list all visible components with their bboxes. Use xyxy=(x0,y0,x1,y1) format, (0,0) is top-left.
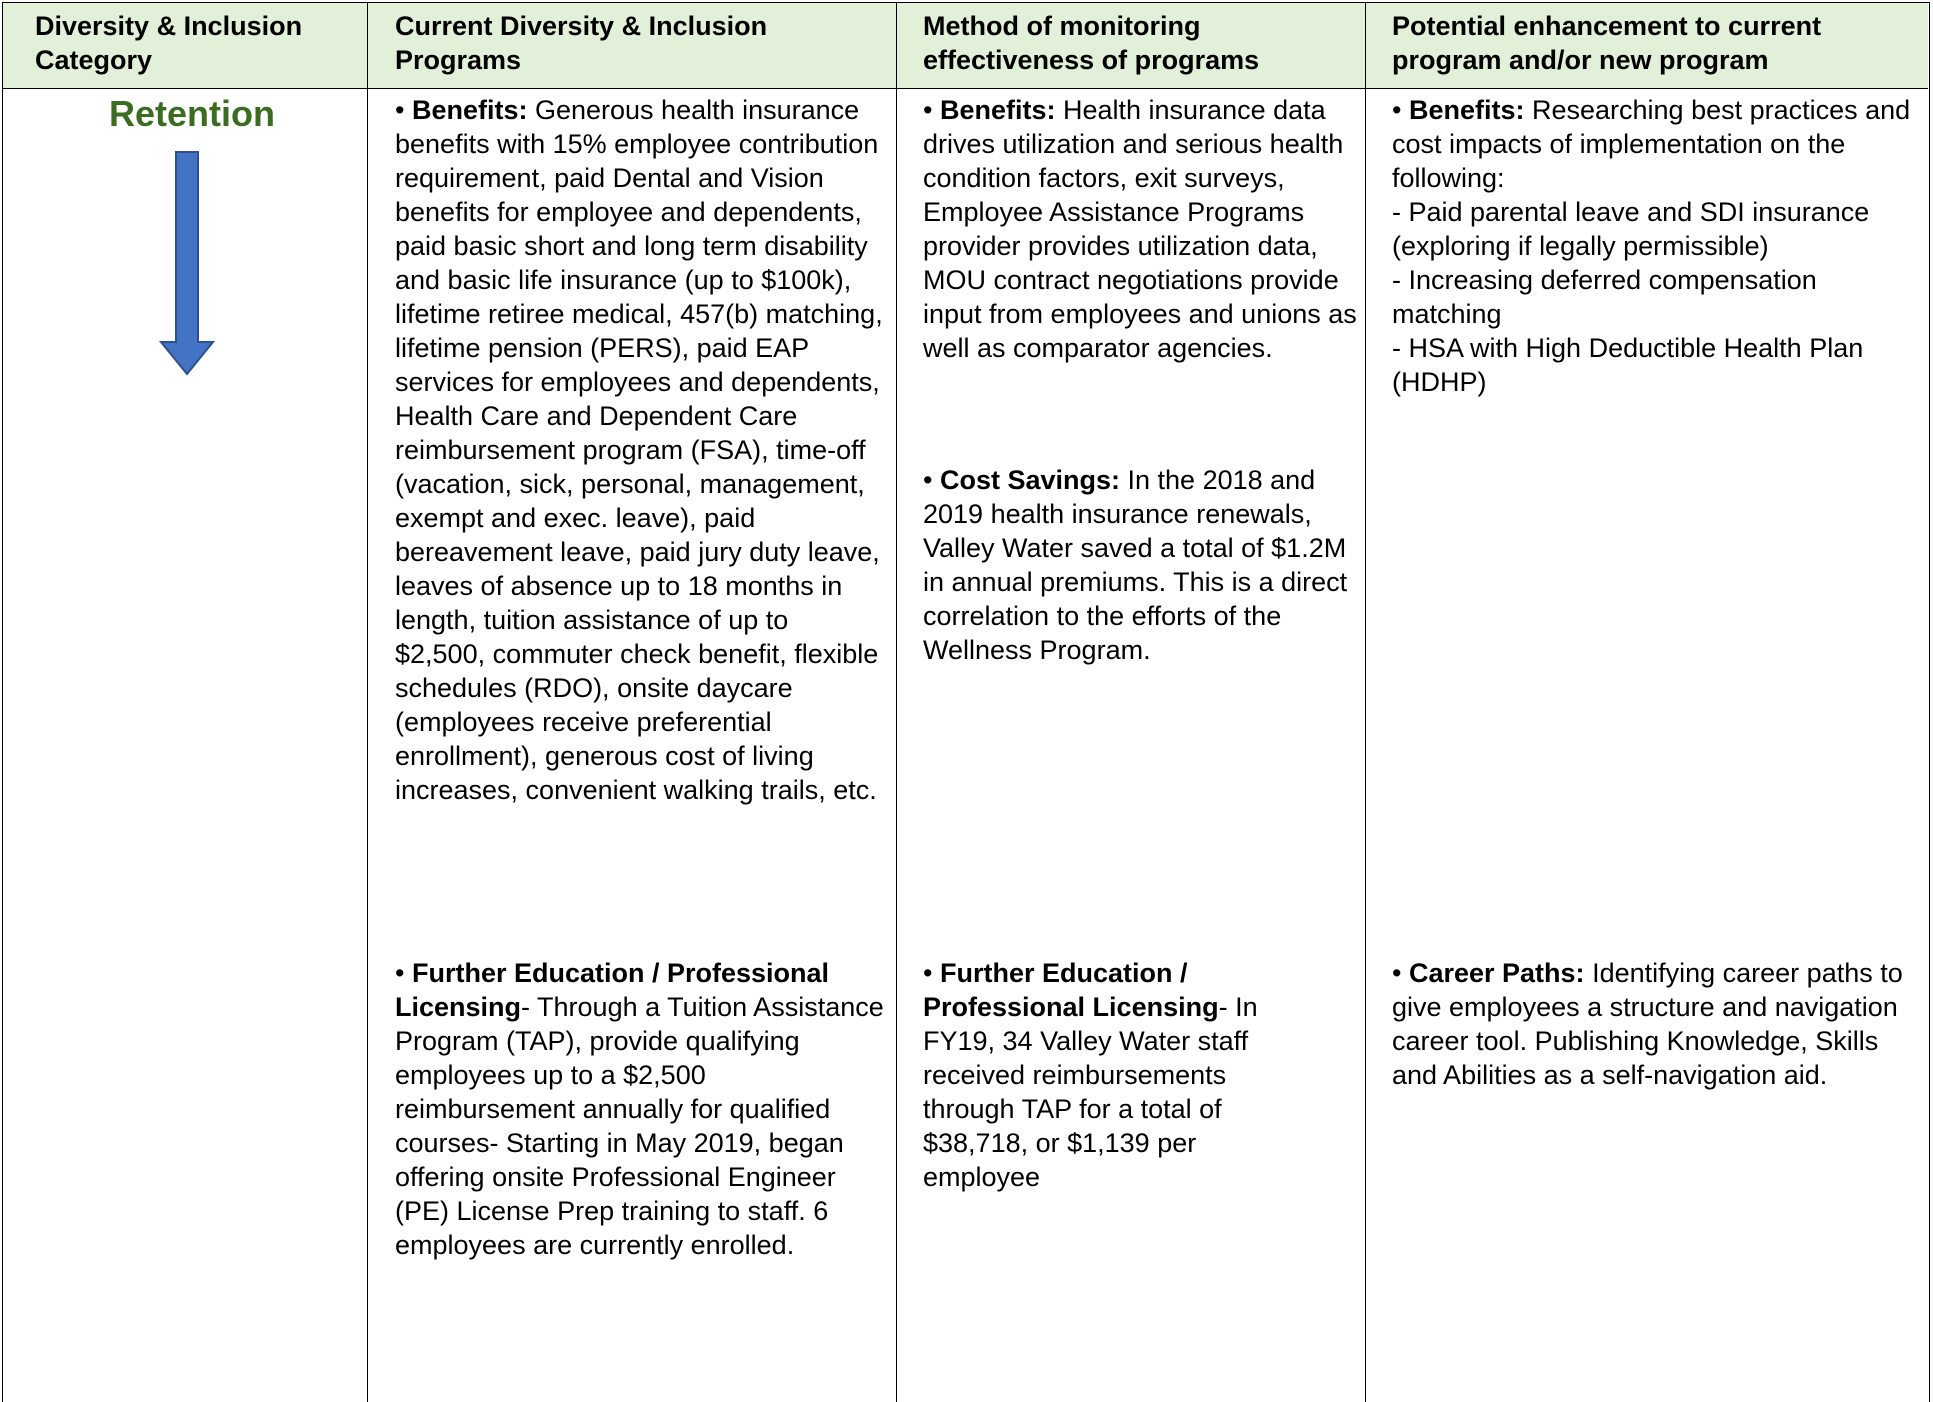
enhancement-text: Identifying career paths to give employees a structure and navigation career tool. Publishing Knowledge, Skills and Abilities as a self-navigation aid. xyxy=(1392,958,1903,1090)
bullet: • xyxy=(1392,958,1402,988)
header-current-programs: Current Diversity & Inclusion Programs xyxy=(395,11,768,75)
monitoring-text: In the 2018 and 2019 health insurance renewals, Valley Water saved a total of $1.2M in annual premiums. This is a direct correlation to the efforts of the Wellness Program. xyxy=(923,465,1348,665)
program-title: Benefits: xyxy=(411,95,528,125)
current-program-benefits xyxy=(395,93,885,807)
monitoring-text: - In FY19, 34 Valley Water staff received reimbursements through TAP for a total of $38,718, or $1,139 per employee xyxy=(923,992,1258,1192)
header-category: Diversity & Inclusion Category xyxy=(35,11,303,75)
bullet: • xyxy=(395,95,405,125)
bullet: • xyxy=(1392,95,1402,125)
column-divider xyxy=(1365,3,1366,1402)
monitoring-title: Cost Savings: xyxy=(939,465,1121,495)
monitoring-title: Further Education / Professional Licensing xyxy=(923,958,1219,1022)
program-title: Further Education / Professional Licensing xyxy=(395,958,830,1022)
program-text: Generous health insurance benefits with 15% employee contribution requirement, paid Dental and Vision benefits for employee and dependents, paid basic short and long term disability and basic life insurance (up to $100k), lifetime retiree medical, 457(b) matching, lifetime pension (PERS), paid EAP services for employees and dependents, Health Care and Dependent Care reimbursement program (FSA), time-off (vacation, sick, personal, management, exempt and exec. leave), paid bereavement leave, paid jury duty leave, leaves of absence up to 18 months in length, tuition assistance of up to $2,500, commuter check benefit, flexible schedules (RDO), onsite daycare (employees receive preferential enrollment), generous cost of living increases, convenient walking trails, etc. xyxy=(395,95,883,805)
monitoring-text: Health insurance data drives utilization and serious health condition factors, exit surveys, Employee Assistance Programs provider provides utilization data, MOU contract negotiations provide input from employees and unions as well as comparator agencies. xyxy=(923,95,1357,363)
diversity-inclusion-table xyxy=(2,2,1930,1402)
enhancement-title: Career Paths: xyxy=(1408,958,1585,988)
enhancement-text: Researching best practices and cost impacts of implementation on the following: - Paid parental leave and SDI insurance (exploring if legally permissible) - Increasing deferred compensation matching - HSA with High Deductible Health Plan (HDHP) xyxy=(1392,95,1911,397)
column-divider xyxy=(367,3,368,1402)
program-text: - Through a Tuition Assistance Program (TAP), provide qualifying employees up to a $2,500 reimbursement annually for qualified courses- Starting in May 2019, began offering onsite Professional Engineer (PE) License Prep training to staff. 6 employees are currently enrolled. xyxy=(395,992,884,1260)
monitoring-benefits xyxy=(923,93,1359,365)
category-retention-label: Retention xyxy=(109,93,275,134)
monitoring-cost-savings xyxy=(923,463,1359,667)
column-divider xyxy=(896,3,897,1402)
enhancement-career-paths xyxy=(1392,956,1927,1092)
current-program-further-education xyxy=(395,956,885,1262)
bullet: • xyxy=(923,958,933,988)
bullet: • xyxy=(923,95,933,125)
down-arrow-icon xyxy=(159,151,215,377)
enhancement-title: Benefits: xyxy=(1408,95,1525,125)
monitoring-title: Benefits: xyxy=(939,95,1056,125)
monitoring-further-education xyxy=(923,956,1313,1194)
bullet: • xyxy=(395,958,405,988)
header-potential-enhancement: Potential enhancement to current program and/or new program xyxy=(1392,11,1822,75)
enhancement-benefits xyxy=(1392,93,1927,399)
bullet: • xyxy=(923,465,933,495)
header-monitoring-method: Method of monitoring effectiveness of programs xyxy=(923,11,1260,75)
